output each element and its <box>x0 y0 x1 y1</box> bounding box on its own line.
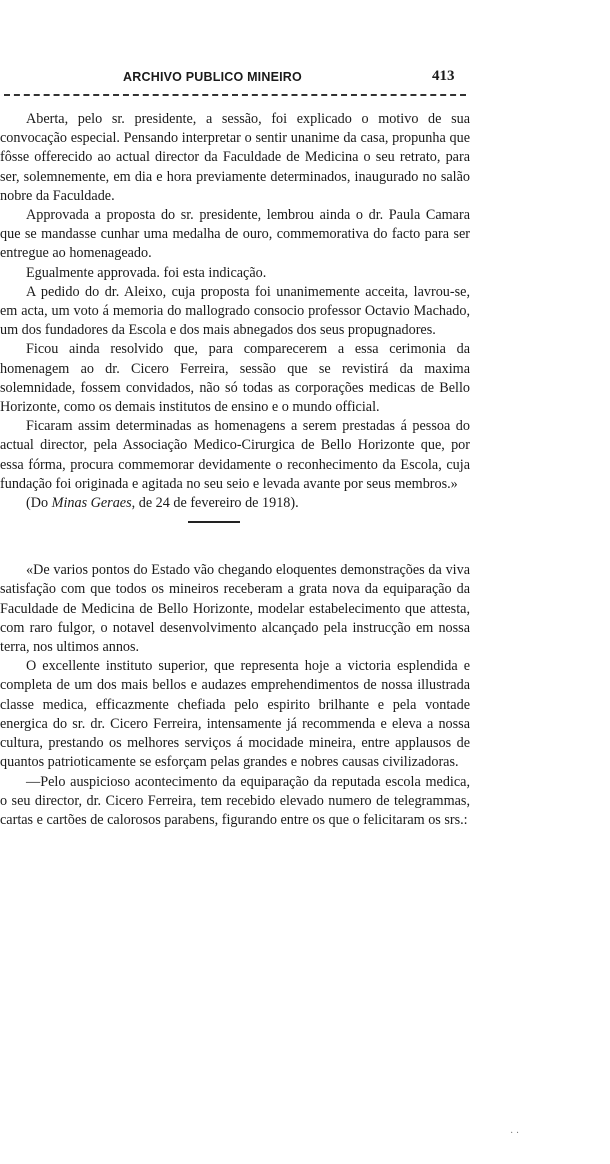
paragraph: —Pelo auspicioso acontecimento da equiparação da reputada escola medica, o seu director, dr. Cicero Ferreira, tem recebido elevado numero de telegrammas, cartas e cartões de calorosos parabens, figurando entre os que o felicitaram os srs.: <box>0 773 470 828</box>
body-text <box>0 110 470 830</box>
scan-artifact: · · <box>510 1128 520 1139</box>
running-title: ARCHIVO PUBLICO MINEIRO <box>123 70 302 84</box>
paragraph: Ficaram assim determinadas as homenagens a serem prestadas á pessoa do actual director, pela Associação Medico-Cirurgica de Bello Horizonte que, por essa fórma, procura commemorar devidamente o reconhecimento da Escola, cuja fundação foi originada e agitada no seu seio e levada avante por seus membros.» <box>0 418 470 492</box>
paragraph: Ficou ainda resolvido que, para comparecerem a essa cerimonia da homenagem ao dr. Cicero Ferreira, sessão que se revistirá da maxima solemnidade, fossem convidados, não só todas as corporações medicas de Bello Horizonte, como os demais institutos de ensino e o mundo official. <box>0 341 470 416</box>
paragraph: A pedido do dr. Aleixo, cuja proposta foi unanimemente acceita, lavrou-se, em acta, um voto á memoria do mallogrado consocio professor Octavio Machado, um dos fundadores da Escola e dos mais abnegados dos seus propugnadores. <box>0 283 470 339</box>
paragraph: Aberta, pelo sr. presidente, a sessão, foi explicado o motivo de sua convocação especial. Pensando interpretar o sentir unanime da casa, propunha que fôsse offerecido ao actual director da Faculdade de Medicina o seu retrato, para ser, solemnemente, em dia e hora previamente determinados, inaugurado no salão nobre da Faculdade. <box>0 111 470 204</box>
page-number: 413 <box>432 68 455 84</box>
citation-suffix: , de 24 de fevereiro de 1918). <box>131 495 299 512</box>
paragraph: «De varios pontos do Estado vão chegando eloquentes demonstrações da viva satisfação com que todos os mineiros receberam a grata nova da equiparação da Faculdade de Medicina de Bello Horizonte, modelar estabelecimento que attesta, com raro fulgor, o notavel desenvolvimento alcançado pela instrucção em nossa terra, nos ultimos annos. <box>0 562 470 656</box>
source-citation <box>0 494 470 513</box>
page-header <box>0 70 470 90</box>
citation-prefix: (Do <box>26 495 52 512</box>
paragraph: Egualmente approvada. foi esta indicação. <box>26 264 267 281</box>
header-rule <box>4 94 466 96</box>
paragraph: Approvada a proposta do sr. presidente, lembrou ainda o dr. Paula Camara que se mandasse cunhar uma medalha de ouro, commemorativa do facto para ser entregue ao homenageado. <box>0 207 470 262</box>
section-gap <box>0 523 470 561</box>
citation-source: Minas Geraes <box>51 495 132 512</box>
paragraph: O excellente instituto superior, que representa hoje a victoria esplendida e completa de um dos mais bellos e audazes emprehendimentos de nossa illustrada classe medica, efficazmente chefiada pelo espirito brilhante e pela vontade energica do sr. dr. Cicero Ferreira, intensamente já recommenda e eleva a nossa cultura, prestando os melhores serviços á mocidade mineira, entre applausos de quantos patrioticamente se esforçam pelas grandes e nobres causas civilizadoras. <box>0 658 470 771</box>
